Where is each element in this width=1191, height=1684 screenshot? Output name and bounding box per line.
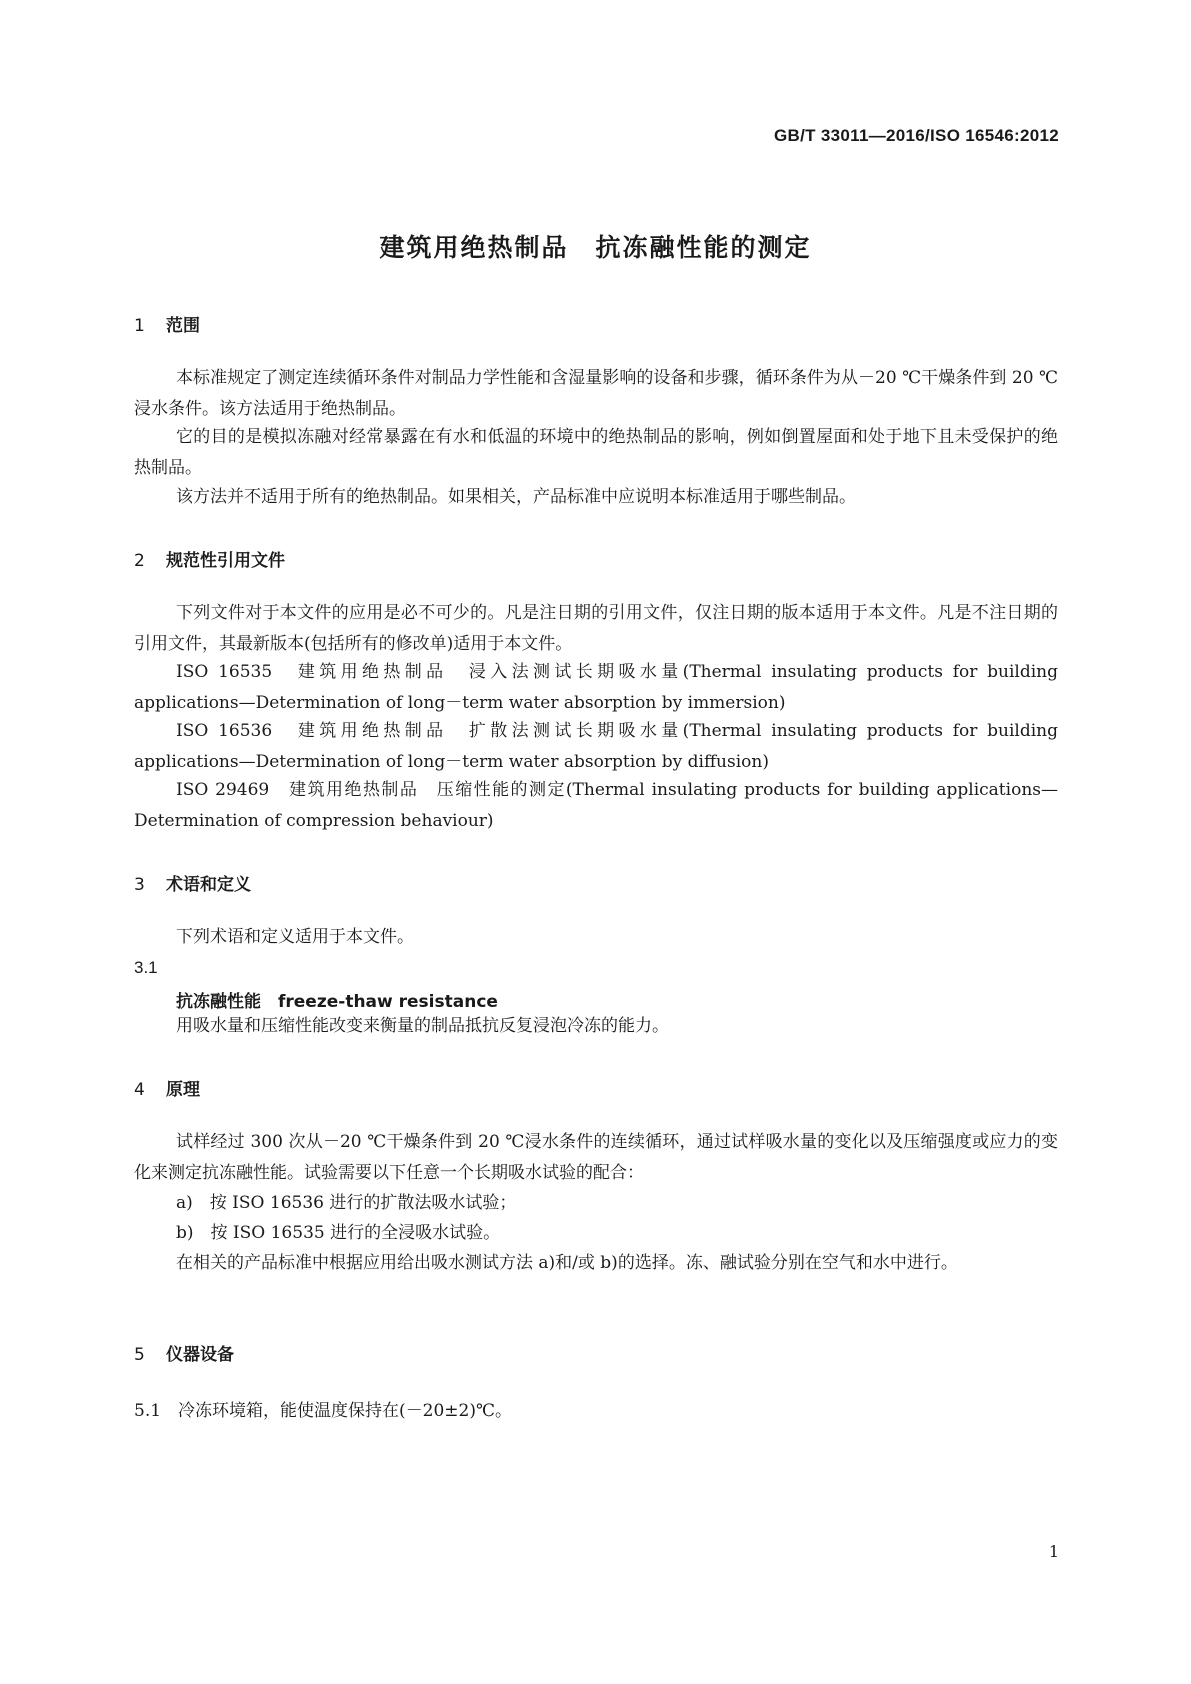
section-1-paragraph-1: 本标准规定了测定连续循环条件对制品力学性能和含湿量影响的设备和步骤，循环条件为从－20 ℃干燥条件到 20 ℃浸水条件。该方法适用于绝热制品。 bbox=[134, 368, 1058, 419]
section-1-paragraph-2: 它的目的是模拟冻融对经常暴露在有水和低温的环境中的绝热制品的影响，例如倒置屋面和处于地下且未受保护的绝热制品。 bbox=[134, 427, 1058, 478]
section-3-paragraph-1: 下列术语和定义适用于本文件。 bbox=[176, 927, 414, 947]
reference-iso-16536: ISO 16536 建筑用绝热制品 扩散法测试长期吸水量(Thermal insulating products for building applications—Determination of long－term water absorption by diffusion) bbox=[134, 721, 1058, 772]
section-5-heading bbox=[134, 1340, 234, 1365]
reference-iso-16535: ISO 16535 建筑用绝热制品 浸入法测试长期吸水量(Thermal insulating products for building applications—Determination of long－term water absorption by immersion) bbox=[134, 662, 1058, 713]
section-2-paragraph-1: 下列文件对于本文件的应用是必不可少的。凡是注日期的引用文件，仅注日期的版本适用于本文件。凡是不注日期的引用文件，其最新版本(包括所有的修改单)适用于本文件。 bbox=[134, 603, 1058, 654]
section-3-heading bbox=[134, 870, 251, 895]
term-label: 抗冻融性能 freeze-thaw resistance bbox=[176, 992, 498, 1012]
section-number: 5 bbox=[134, 1345, 145, 1365]
page-number: 1 bbox=[1048, 1542, 1059, 1561]
section-title: 范围 bbox=[166, 316, 200, 336]
section-4-heading bbox=[134, 1075, 200, 1100]
section-4-paragraph-2: 在相关的产品标准中根据应用给出吸水测试方法 a)和/或 b)的选择。冻、融试验分别在空气和水中进行。 bbox=[176, 1253, 958, 1273]
section-title: 规范性引用文件 bbox=[166, 551, 285, 571]
document-title: 建筑用绝热制品 抗冻融性能的测定 bbox=[379, 233, 812, 262]
section-1-heading bbox=[134, 311, 200, 336]
section-number: 2 bbox=[134, 551, 145, 571]
term-definition: 用吸水量和压缩性能改变来衡量的制品抵抗反复浸泡冷冻的能力。 bbox=[176, 1016, 669, 1036]
section-number: 4 bbox=[134, 1080, 145, 1100]
section-number: 3 bbox=[134, 875, 145, 895]
section-1-paragraph-3: 该方法并不适用于所有的绝热制品。如果相关，产品标准中应说明本标准适用于哪些制品。 bbox=[176, 487, 856, 507]
subsection-number: 3.1 bbox=[134, 958, 158, 977]
reference-iso-29469: ISO 29469 建筑用绝热制品 压缩性能的测定(Thermal insulating products for building applications—Determination of compression behaviour) bbox=[134, 780, 1058, 831]
section-number: 1 bbox=[134, 316, 145, 336]
list-item-a: a) 按 ISO 16536 进行的扩散法吸水试验； bbox=[176, 1193, 517, 1213]
section-title: 原理 bbox=[166, 1080, 200, 1100]
clause-5-1: 5.1 冷冻环境箱，能使温度保持在(－20±2)℃。 bbox=[134, 1401, 513, 1421]
section-title: 术语和定义 bbox=[166, 875, 251, 895]
standard-code: GB/T 33011—2016/ISO 16546:2012 bbox=[774, 126, 1059, 145]
section-4-paragraph-1: 试样经过 300 次从－20 ℃干燥条件到 20 ℃浸水条件的连续循环，通过试样吸水量的变化以及压缩强度或应力的变化来测定抗冻融性能。试验需要以下任意一个长期吸水试验的配合： bbox=[134, 1132, 1058, 1183]
list-item-b: b) 按 ISO 16535 进行的全浸吸水试验。 bbox=[176, 1223, 501, 1243]
section-2-heading bbox=[134, 546, 285, 571]
section-title: 仪器设备 bbox=[166, 1345, 234, 1365]
